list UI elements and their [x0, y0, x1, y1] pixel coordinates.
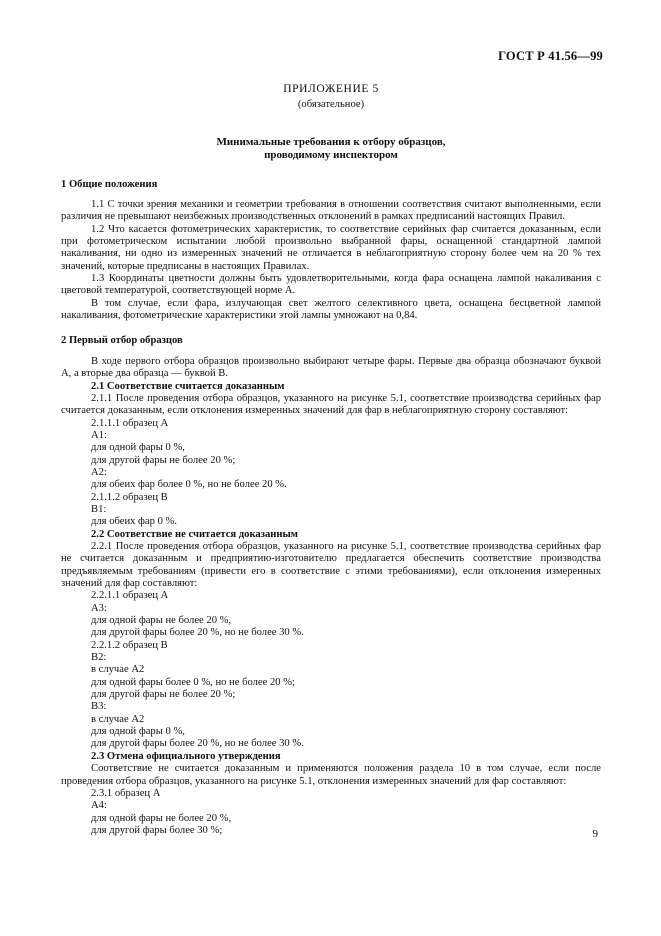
- subsection-2-1-heading: 2.1 Соответствие считается доказанным: [91, 380, 285, 392]
- list-item: в случае A2: [91, 713, 145, 725]
- page-number: 9: [592, 828, 598, 840]
- list-item: 2.1.1.2 образец B: [91, 491, 168, 503]
- list-item: A4:: [91, 800, 107, 812]
- list-item: для обеих фар 0 %.: [91, 516, 177, 528]
- standard-code: ГОСТ Р 41.56—99: [498, 49, 603, 63]
- paragraph-2-intro: В ходе первого отбора образцов произвольно выбирают четыре фары. Первые два образца обозначают буквой A, а вторые два образца — буквой B.: [61, 355, 601, 380]
- document-body: [61, 83, 601, 837]
- list-item: 2.1.1.1 образец A: [91, 417, 169, 429]
- list-item: для другой фары более 20 %, но не более 30 %.: [91, 627, 304, 639]
- appendix-title: ПРИЛОЖЕНИЕ 5: [283, 83, 379, 95]
- list-item: A1:: [91, 429, 107, 441]
- list-item: для одной фары 0 %,: [91, 726, 185, 738]
- list-item: 2.2.1.2 образец B: [91, 639, 168, 651]
- paragraph-2-3: Соответствие не считается доказанным и применяются положения раздела 10 в том случае, если после проведения отбора образцов, указанного на рисунке 5.1, отклонения измеренных значений для фар составляют:: [61, 763, 601, 787]
- document-title-line-1: Минимальные требования к отбору образцов,: [216, 135, 446, 148]
- list-item: для одной фары 0 %,: [91, 442, 185, 454]
- list-item: B2:: [91, 652, 107, 664]
- section-1-heading: 1 Общие положения: [61, 178, 158, 190]
- list-item: в случае A2: [91, 664, 145, 676]
- paragraph-1-3: 1.3 Координаты цветности должны быть удовлетворительными, когда фара оснащена лампой накаливания с цветовой температурой, соответствующей норме A.: [61, 273, 601, 297]
- list-item: для одной фары более 0 %, но не более 20 %;: [91, 676, 295, 688]
- list-item: A3:: [91, 602, 107, 614]
- list-item: для одной фары не более 20 %,: [91, 615, 232, 627]
- list-item: B1:: [91, 503, 107, 515]
- paragraph-2-1-1: 2.1.1 После проведения отбора образцов, указанного на рисунке 5.1, соответствие производства серийных фар считается доказанным, если отклонения измеренных значений для фар в неблагоприятную сторону составляют:: [61, 392, 601, 417]
- document-title-line-2: проводимому инспектором: [264, 148, 398, 161]
- list-item: для обеих фар более 0 %, но не более 20 %.: [91, 479, 287, 491]
- appendix-subtitle: (обязательное): [297, 99, 365, 111]
- paragraph-2-2-1: 2.2.1 После проведения отбора образцов, указанного на рисунке 5.1, соответствие производства серийных фар не считается доказанным и предприятию-изготовителю предлагается обеспечить соответствие производства предъявляемым требованиям (привести его в соответствие с этими требованиями), если отклонения измеренных значений для фар составляют:: [61, 540, 601, 589]
- paragraph-1-1: 1.1 С точки зрения механики и геометрии требования в отношении соответствия считают выполненными, если различия не превышают неизбежных производственных отклонений в рамках предписаний настоящих Правил.: [61, 199, 601, 223]
- subsection-2-3-heading: 2.3 Отмена официального утверждения: [91, 750, 281, 762]
- list-item: для другой фары не более 20 %;: [91, 689, 236, 701]
- subsection-2-2-heading: 2.2 Соответствие не считается доказанным: [91, 528, 298, 540]
- section-2-heading: 2 Первый отбор образцов: [61, 335, 183, 347]
- paragraph-1-4: В том случае, если фара, излучающая свет желтого селективного цвета, оснащена бесцветной лампой накаливания, фотометрические характеристики этой лампы умножают на 0,84.: [61, 297, 601, 322]
- list-item: A2:: [91, 466, 107, 478]
- list-item: для одной фары не более 20 %,: [91, 812, 232, 824]
- paragraph-1-2: 1.2 Что касается фотометрических характеристик, то соответствие серийных фар считается доказанным, если при фотометрическом испытании любой произвольно выбранной фары, оснащенной стандартной лампой накаливания, ни одно из измеренных значений не отличается в неблагоприятную сторону более чем на 20 % тех значений, которые предписаны в настоящих Правилах.: [61, 223, 601, 272]
- list-item: B3:: [91, 701, 107, 713]
- list-item: для другой фары более 20 %, но не более 30 %.: [91, 738, 304, 750]
- list-item: для другой фары не более 20 %;: [91, 454, 236, 466]
- list-item: 2.3.1 образец A: [91, 787, 161, 799]
- document-title: [61, 136, 601, 162]
- list-item: для другой фары более 30 %;: [91, 824, 223, 836]
- list-item: 2.2.1.1 образец A: [91, 590, 169, 602]
